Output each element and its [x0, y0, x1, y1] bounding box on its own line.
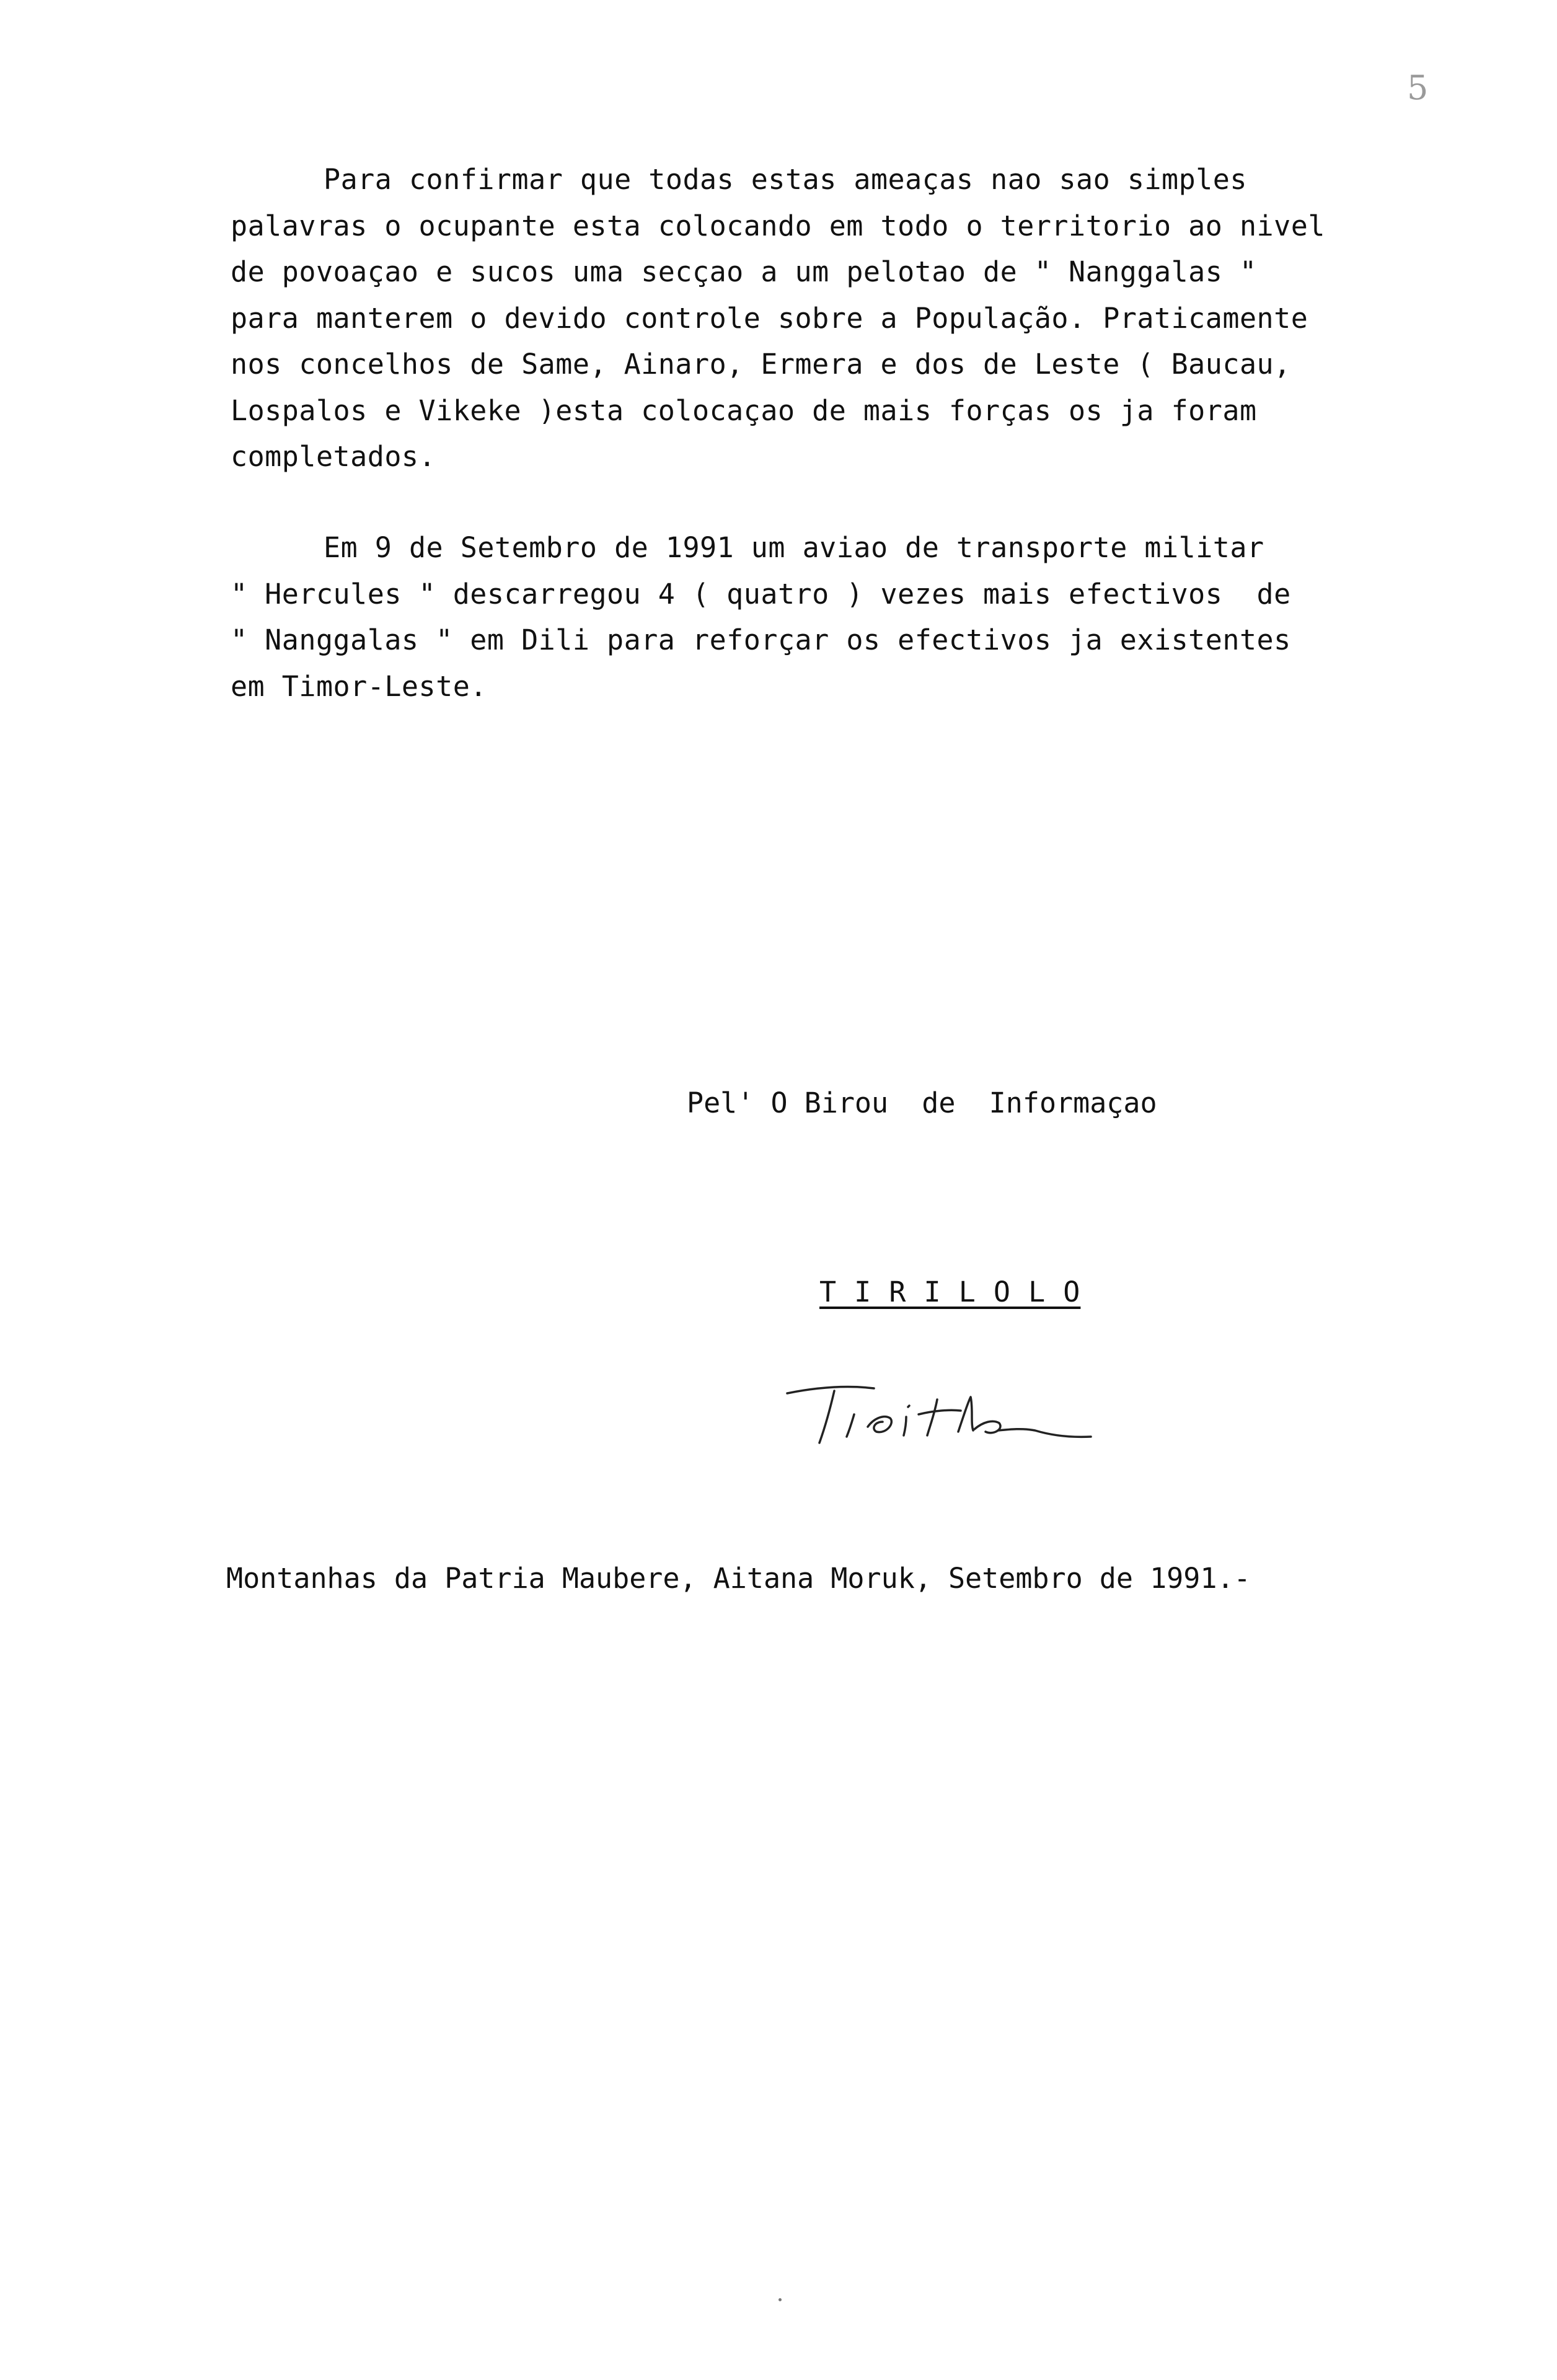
paragraph-line: para manterem o devido controle sobre a População. Praticamente: [231, 301, 1308, 335]
closing-line: Montanhas da Patria Maubere, Aitana Moruk, Setembro de 1991.-: [226, 1562, 1251, 1595]
signature-name: T I R I L O L O: [819, 1276, 1081, 1308]
scan-speck: [778, 2298, 782, 2301]
paragraph-line: " Nanggalas " em Dili para reforçar os efectivos ja existentes: [231, 624, 1291, 656]
paragraph-2: [231, 525, 1445, 710]
paragraph-line: " Hercules " descarregou 4 ( quatro ) vezes mais efectivos de: [231, 577, 1291, 610]
paragraph-line: nos concelhos de Same, Ainaro, Ermera e dos de Leste ( Baucau,: [231, 348, 1291, 381]
page-number: 5: [1407, 68, 1429, 107]
signature-organization: Pel' O Birou de Informaçao: [687, 1086, 1157, 1119]
paragraph-line: Em 9 de Setembro de 1991 um aviao de transporte militar: [324, 531, 1264, 564]
paragraph-line: em Timor-Leste.: [231, 669, 487, 703]
paragraph-line: completados.: [231, 440, 436, 473]
paragraph-line: Para confirmar que todas estas ameaças nao sao simples: [324, 163, 1247, 196]
paragraph-line: Lospalos e Vikeke )esta colocaçao de mais forças os ja foram: [231, 394, 1257, 427]
paragraph-line: de povoaçao e sucos uma secçao a um pelotao de " Nanggalas ": [231, 255, 1257, 288]
paragraph-line: palavras o ocupante esta colocando em todo o territorio ao nivel: [231, 209, 1325, 242]
paragraph-1: [231, 157, 1445, 480]
handwritten-signature: [775, 1370, 1122, 1450]
